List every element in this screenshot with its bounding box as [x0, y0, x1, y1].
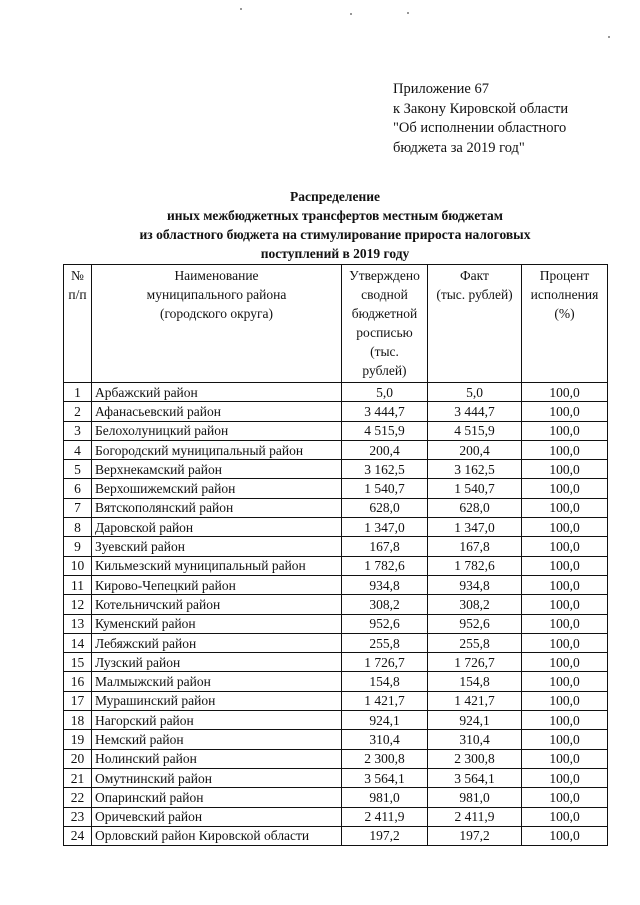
fact-amount: 5,0: [428, 383, 522, 402]
fact-amount: 200,4: [428, 440, 522, 459]
table-row: [64, 672, 608, 691]
table-row: [64, 440, 608, 459]
table-row: [64, 633, 608, 652]
title-line: из областного бюджета на стимулирование прироста налоговых: [139, 227, 531, 242]
fact-amount: 3 564,1: [428, 768, 522, 787]
fact-amount: 310,4: [428, 730, 522, 749]
execution-percent: 100,0: [522, 498, 608, 517]
table-row: [64, 518, 608, 537]
fact-amount: 2 300,8: [428, 749, 522, 768]
execution-percent: 100,0: [522, 518, 608, 537]
table-row: [64, 595, 608, 614]
execution-percent: 100,0: [522, 479, 608, 498]
row-number: 13: [64, 614, 92, 633]
row-number: 17: [64, 691, 92, 710]
execution-percent: 100,0: [522, 768, 608, 787]
document-title: [70, 187, 600, 263]
fact-amount: 308,2: [428, 595, 522, 614]
execution-percent: 100,0: [522, 788, 608, 807]
header-num: № п/п: [64, 265, 92, 383]
scan-speck: [407, 12, 409, 14]
approved-amount: 154,8: [342, 672, 428, 691]
district-name: Опаринский район: [92, 788, 342, 807]
table-row: [64, 711, 608, 730]
district-name: Даровской район: [92, 518, 342, 537]
header-fact: Факт (тыс. рублей): [428, 265, 522, 383]
row-number: 18: [64, 711, 92, 730]
approved-amount: 4 515,9: [342, 421, 428, 440]
approved-amount: 1 421,7: [342, 691, 428, 710]
fact-amount: 934,8: [428, 575, 522, 594]
appendix-line: к Закону Кировской области: [393, 100, 569, 117]
table-row: [64, 749, 608, 768]
appendix-line: "Об исполнении областного: [393, 120, 567, 136]
fact-amount: 1 540,7: [428, 479, 522, 498]
row-number: 9: [64, 537, 92, 556]
approved-amount: 5,0: [342, 383, 428, 402]
appendix-line: бюджета за 2019 год": [393, 139, 525, 156]
fact-amount: 952,6: [428, 614, 522, 633]
district-name: Кирово-Чепецкий район: [92, 575, 342, 594]
row-number: 16: [64, 672, 92, 691]
approved-amount: 628,0: [342, 498, 428, 517]
row-number: 5: [64, 460, 92, 479]
fact-amount: 1 726,7: [428, 653, 522, 672]
approved-amount: 981,0: [342, 788, 428, 807]
row-number: 6: [64, 479, 92, 498]
table-header-row: [64, 265, 608, 383]
fact-amount: 3 162,5: [428, 460, 522, 479]
execution-percent: 100,0: [522, 595, 608, 614]
approved-amount: 1 726,7: [342, 653, 428, 672]
district-name: Вятскополянский район: [92, 498, 342, 517]
district-name: Кильмезский муниципальный район: [92, 556, 342, 575]
fact-amount: 1 421,7: [428, 691, 522, 710]
fact-amount: 154,8: [428, 672, 522, 691]
approved-amount: 167,8: [342, 537, 428, 556]
table-row: [64, 498, 608, 517]
row-number: 3: [64, 421, 92, 440]
row-number: 20: [64, 749, 92, 768]
table-row: [64, 807, 608, 826]
header-approved: Утверждено сводной бюджетной росписью (тыс. рублей): [342, 265, 428, 383]
fact-amount: 924,1: [428, 711, 522, 730]
table-row: [64, 421, 608, 440]
execution-percent: 100,0: [522, 826, 608, 845]
fact-amount: 255,8: [428, 633, 522, 652]
district-name: Верхошижемский район: [92, 479, 342, 498]
title-line: поступлений в 2019 году: [260, 246, 410, 261]
table-row: [64, 768, 608, 787]
fact-amount: 1 347,0: [428, 518, 522, 537]
table-row: [64, 730, 608, 749]
row-number: 8: [64, 518, 92, 537]
district-name: Богородский муниципальный район: [92, 440, 342, 459]
district-name: Немский район: [92, 730, 342, 749]
district-name: Лузский район: [92, 653, 342, 672]
execution-percent: 100,0: [522, 440, 608, 459]
district-name: Оричевский район: [92, 807, 342, 826]
execution-percent: 100,0: [522, 691, 608, 710]
district-name: Белохолуницкий район: [92, 421, 342, 440]
table-row: [64, 383, 608, 402]
execution-percent: 100,0: [522, 633, 608, 652]
approved-amount: 1 540,7: [342, 479, 428, 498]
row-number: 7: [64, 498, 92, 517]
execution-percent: 100,0: [522, 460, 608, 479]
district-name: Нагорский район: [92, 711, 342, 730]
execution-percent: 100,0: [522, 711, 608, 730]
district-name: Котельничский район: [92, 595, 342, 614]
scan-speck: [350, 13, 352, 15]
title-line: Распределение: [289, 189, 381, 204]
approved-amount: 3 564,1: [342, 768, 428, 787]
execution-percent: 100,0: [522, 749, 608, 768]
row-number: 11: [64, 575, 92, 594]
table-row: [64, 653, 608, 672]
row-number: 23: [64, 807, 92, 826]
execution-percent: 100,0: [522, 402, 608, 421]
row-number: 2: [64, 402, 92, 421]
table-row: [64, 479, 608, 498]
fact-amount: 197,2: [428, 826, 522, 845]
approved-amount: 3 162,5: [342, 460, 428, 479]
approved-amount: 924,1: [342, 711, 428, 730]
table-row: [64, 402, 608, 421]
approved-amount: 310,4: [342, 730, 428, 749]
execution-percent: 100,0: [522, 614, 608, 633]
district-name: Куменский район: [92, 614, 342, 633]
fact-amount: 628,0: [428, 498, 522, 517]
fact-amount: 4 515,9: [428, 421, 522, 440]
fact-amount: 981,0: [428, 788, 522, 807]
district-name: Омутнинский район: [92, 768, 342, 787]
execution-percent: 100,0: [522, 672, 608, 691]
row-number: 24: [64, 826, 92, 845]
execution-percent: 100,0: [522, 807, 608, 826]
scan-speck: [608, 36, 610, 38]
header-name: Наименование муниципального района (городского округа): [92, 265, 342, 383]
execution-percent: 100,0: [522, 537, 608, 556]
table-row: [64, 788, 608, 807]
approved-amount: 1 347,0: [342, 518, 428, 537]
title-line: иных межбюджетных трансфертов местным бюджетам: [167, 208, 503, 223]
district-name: Афанасьевский район: [92, 402, 342, 421]
table-row: [64, 614, 608, 633]
approved-amount: 1 782,6: [342, 556, 428, 575]
district-name: Лебяжский район: [92, 633, 342, 652]
table-row: [64, 537, 608, 556]
execution-percent: 100,0: [522, 575, 608, 594]
row-number: 12: [64, 595, 92, 614]
row-number: 21: [64, 768, 92, 787]
table-row: [64, 826, 608, 845]
fact-amount: 1 782,6: [428, 556, 522, 575]
execution-percent: 100,0: [522, 730, 608, 749]
execution-percent: 100,0: [522, 556, 608, 575]
row-number: 1: [64, 383, 92, 402]
approved-amount: 934,8: [342, 575, 428, 594]
district-name: Зуевский район: [92, 537, 342, 556]
approved-amount: 308,2: [342, 595, 428, 614]
approved-amount: 2 411,9: [342, 807, 428, 826]
row-number: 4: [64, 440, 92, 459]
district-name: Мурашинский район: [92, 691, 342, 710]
district-name: Орловский район Кировской области: [92, 826, 342, 845]
execution-percent: 100,0: [522, 653, 608, 672]
table-body: [64, 383, 608, 846]
appendix-note: [393, 80, 568, 158]
approved-amount: 2 300,8: [342, 749, 428, 768]
district-name: Нолинский район: [92, 749, 342, 768]
fact-amount: 2 411,9: [428, 807, 522, 826]
table-row: [64, 575, 608, 594]
row-number: 14: [64, 633, 92, 652]
execution-percent: 100,0: [522, 421, 608, 440]
execution-percent: 100,0: [522, 383, 608, 402]
row-number: 19: [64, 730, 92, 749]
row-number: 10: [64, 556, 92, 575]
approved-amount: 200,4: [342, 440, 428, 459]
table-row: [64, 691, 608, 710]
fact-amount: 167,8: [428, 537, 522, 556]
row-number: 22: [64, 788, 92, 807]
scan-speck: [240, 8, 242, 10]
district-name: Арбажский район: [92, 383, 342, 402]
district-name: Малмыжский район: [92, 672, 342, 691]
approved-amount: 3 444,7: [342, 402, 428, 421]
approved-amount: 197,2: [342, 826, 428, 845]
district-name: Верхнекамский район: [92, 460, 342, 479]
appendix-line: Приложение 67: [393, 81, 489, 97]
fact-amount: 3 444,7: [428, 402, 522, 421]
table-row: [64, 556, 608, 575]
approved-amount: 952,6: [342, 614, 428, 633]
header-percent: Процент исполнения (%): [522, 265, 608, 383]
table-row: [64, 460, 608, 479]
transfers-table: [63, 264, 608, 846]
row-number: 15: [64, 653, 92, 672]
approved-amount: 255,8: [342, 633, 428, 652]
